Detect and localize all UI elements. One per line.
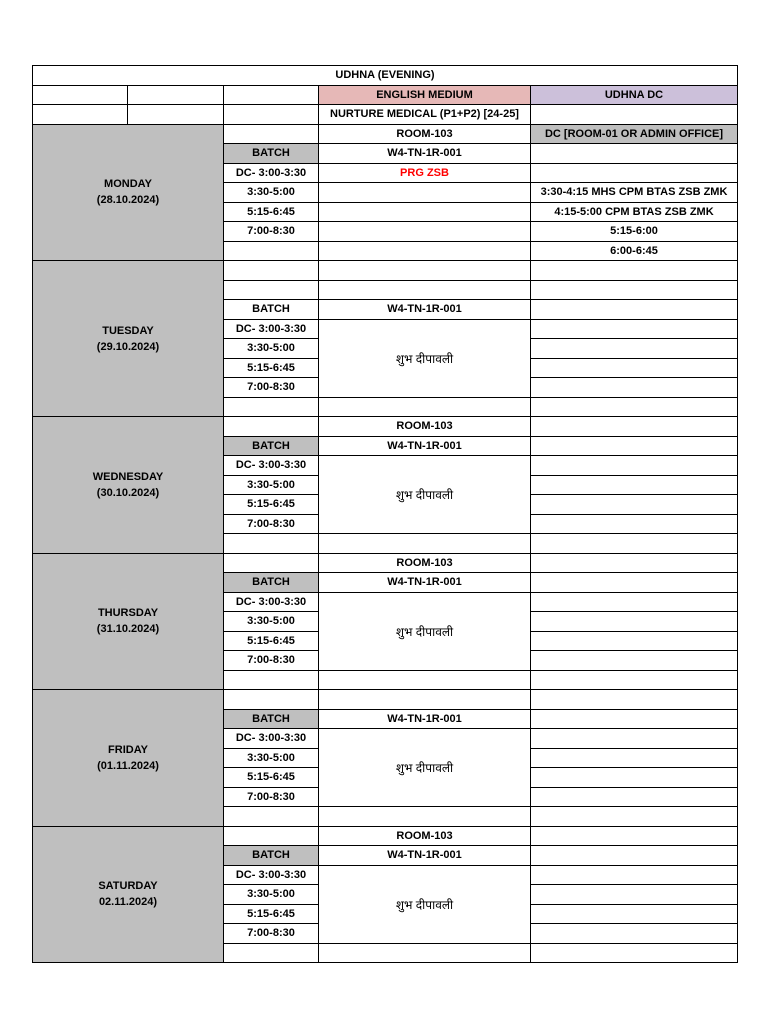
day-date: 02.11.2024): [98, 896, 158, 909]
batch-code: W4-TN-1R-001: [319, 144, 531, 164]
day-name: THURSDAY: [97, 607, 159, 620]
day-name: WEDNESDAY: [92, 470, 164, 483]
time-slot: 5:15-6:45: [224, 202, 319, 222]
batch-label: BATCH: [224, 300, 319, 320]
batch-label: BATCH: [224, 846, 319, 866]
table-row: [33, 826, 738, 846]
festival-note: शुभ दीपावली: [319, 729, 531, 807]
day-cell-friday: [33, 690, 224, 827]
batch-code: W4-TN-1R-001: [319, 300, 531, 320]
time-slot: 5:15-6:45: [224, 768, 319, 788]
time-slot: DC- 3:00-3:30: [224, 456, 319, 476]
dc-slot: 3:30-4:15 MHS CPM BTAS ZSB ZMK: [531, 183, 738, 203]
english-medium-header: ENGLISH MEDIUM: [319, 85, 531, 105]
batch-label: BATCH: [224, 436, 319, 456]
batch-label: BATCH: [224, 144, 319, 164]
time-slot: DC- 3:00-3:30: [224, 729, 319, 749]
room-label: ROOM-103: [319, 417, 531, 437]
festival-note: शुभ दीपावली: [319, 319, 531, 397]
header-row: [33, 85, 738, 105]
time-slot: DC- 3:00-3:30: [224, 319, 319, 339]
day-cell-thursday: [33, 553, 224, 690]
time-slot: 3:30-5:00: [224, 339, 319, 359]
festival-note: शुभ दीपावली: [319, 592, 531, 670]
day-date: (30.10.2024): [96, 486, 160, 499]
day-cell-monday: [33, 124, 224, 261]
room-label: ROOM-103: [319, 553, 531, 573]
day-date: (29.10.2024): [96, 340, 160, 353]
time-slot: 7:00-8:30: [224, 514, 319, 534]
time-slot: 7:00-8:30: [224, 378, 319, 398]
time-slot: 7:00-8:30: [224, 222, 319, 242]
time-slot: 3:30-5:00: [224, 612, 319, 632]
day-name: TUESDAY: [102, 324, 154, 337]
day-cell-saturday: [33, 826, 224, 963]
festival-note: शुभ दीपावली: [319, 456, 531, 534]
batch-label: BATCH: [224, 709, 319, 729]
day-name: MONDAY: [104, 178, 152, 191]
time-slot: DC- 3:00-3:30: [224, 865, 319, 885]
dc-room-label: DC [ROOM-01 OR ADMIN OFFICE]: [531, 124, 738, 144]
dc-class: PRG ZSB: [319, 163, 531, 183]
udhna-dc-header: UDHNA DC: [531, 85, 738, 105]
time-slot: 7:00-8:30: [224, 924, 319, 944]
dc-slot: 5:15-6:00: [531, 222, 738, 242]
time-slot: DC- 3:00-3:30: [224, 163, 319, 183]
time-slot: 5:15-6:45: [224, 495, 319, 515]
time-slot: 7:00-8:30: [224, 787, 319, 807]
title-row: [33, 66, 738, 86]
batch-code: W4-TN-1R-001: [319, 709, 531, 729]
day-date: (01.11.2024): [97, 759, 159, 772]
course-row: [33, 105, 738, 125]
time-slot: DC- 3:00-3:30: [224, 592, 319, 612]
time-slot: 3:30-5:00: [224, 885, 319, 905]
day-name: SATURDAY: [98, 880, 158, 893]
dc-slot: 4:15-5:00 CPM BTAS ZSB ZMK: [531, 202, 738, 222]
table-row: [33, 261, 738, 281]
festival-note: शुभ दीपावली: [319, 865, 531, 943]
time-slot: 3:30-5:00: [224, 475, 319, 495]
time-slot: 5:15-6:45: [224, 358, 319, 378]
day-name: FRIDAY: [108, 743, 148, 756]
table-row: [33, 124, 738, 144]
time-slot: 3:30-5:00: [224, 183, 319, 203]
course-name: NURTURE MEDICAL (P1+P2) [24-25]: [319, 105, 531, 125]
room-label: ROOM-103: [319, 826, 531, 846]
day-cell-wednesday: [33, 417, 224, 554]
batch-label: BATCH: [224, 573, 319, 593]
day-cell-tuesday: [33, 261, 224, 417]
time-slot: 5:15-6:45: [224, 631, 319, 651]
day-date: (31.10.2024): [96, 623, 160, 636]
schedule-table: [32, 65, 738, 963]
batch-code: W4-TN-1R-001: [319, 846, 531, 866]
time-slot: 7:00-8:30: [224, 651, 319, 671]
dc-slot: 6:00-6:45: [531, 241, 738, 261]
time-slot: 5:15-6:45: [224, 904, 319, 924]
batch-code: W4-TN-1R-001: [319, 573, 531, 593]
batch-code: W4-TN-1R-001: [319, 436, 531, 456]
day-date: (28.10.2024): [96, 194, 160, 207]
room-label: ROOM-103: [319, 124, 531, 144]
table-row: [33, 417, 738, 437]
table-row: [33, 553, 738, 573]
schedule-title: UDHNA (EVENING): [33, 66, 738, 86]
table-row: [33, 690, 738, 710]
time-slot: 3:30-5:00: [224, 748, 319, 768]
